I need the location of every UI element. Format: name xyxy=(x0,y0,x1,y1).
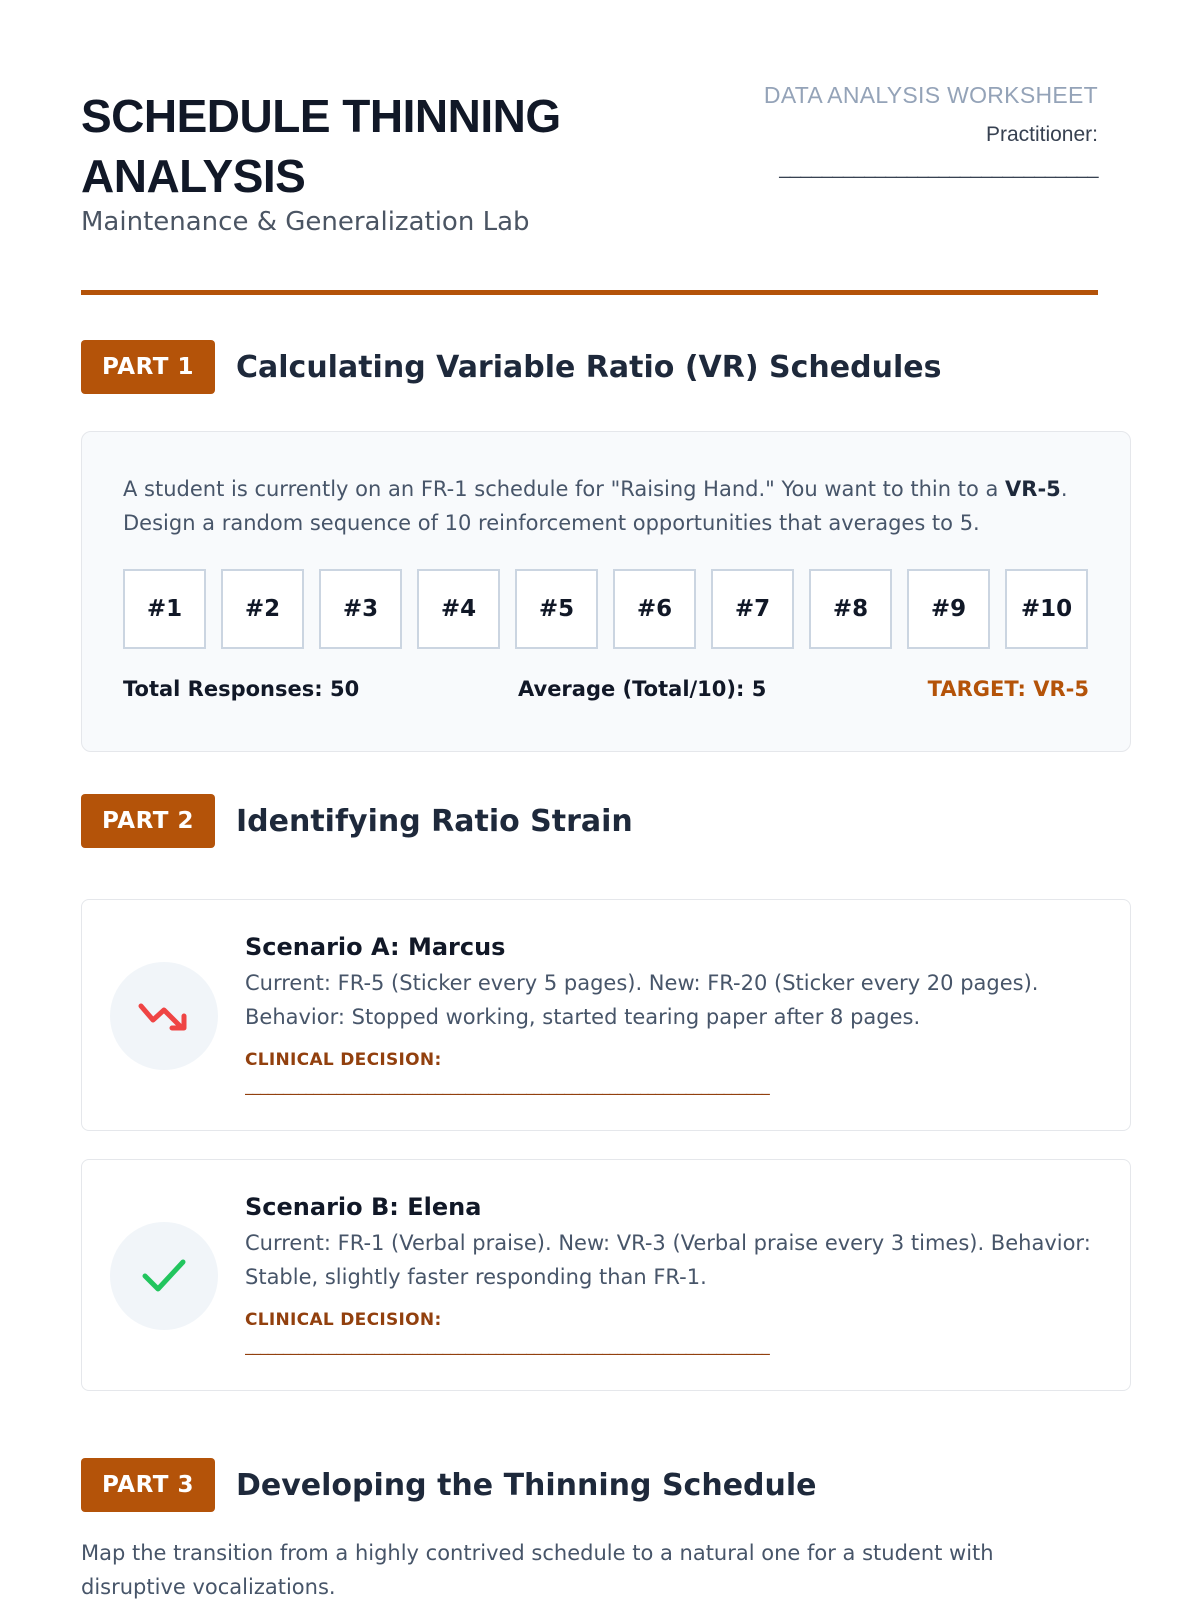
check-icon xyxy=(110,1222,218,1330)
scenario-a-text: Current: FR-5 (Sticker every 5 pages). New: FR-20 (Sticker every 20 pages). Behavior: Stopped working, started tearing paper after 8 pages. xyxy=(245,971,1039,1029)
vr-desc-before: A student is currently on an FR-1 schedule for "Raising Hand." You want to thin to a xyxy=(123,477,1006,501)
scenario-a-decision-label: CLINICAL DECISION: xyxy=(245,1050,442,1070)
scenario-a-title: Scenario A: Marcus xyxy=(245,933,506,961)
vr-sequence-boxes xyxy=(123,569,1088,649)
part-3-title: Developing the Thinning Schedule xyxy=(236,1467,817,1503)
page-title-line-1: SCHEDULE THINNING xyxy=(81,90,561,142)
trending-down-icon xyxy=(110,962,218,1070)
scenario-b-text: Current: FR-1 (Verbal praise). New: VR-3 (Verbal praise every 3 times). Behavior: Stable, slightly faster responding than FR-1. xyxy=(245,1231,1091,1289)
worksheet-meta xyxy=(764,82,1098,180)
practitioner-label: Practitioner: xyxy=(985,123,1098,146)
vr-box-5[interactable]: #5 xyxy=(515,569,598,649)
part-1-title: Calculating Variable Ratio (VR) Schedules xyxy=(236,349,942,385)
page-header xyxy=(81,0,1098,295)
scenario-b-decision-blank[interactable]: _____________________________________________________________________ xyxy=(245,1336,770,1355)
part-3-tag: PART 3 xyxy=(81,1458,215,1512)
vr-box-8[interactable]: #8 xyxy=(809,569,892,649)
scenario-a-body xyxy=(245,930,1100,1095)
scenario-a-decision-blank[interactable]: _____________________________________________________________________ xyxy=(245,1076,770,1095)
page-title-line-2: ANALYSIS xyxy=(81,150,306,202)
part-2-heading xyxy=(81,794,633,848)
vr-box-1[interactable]: #1 xyxy=(123,569,206,649)
scenario-card-a xyxy=(81,899,1131,1131)
vr-box-4[interactable]: #4 xyxy=(417,569,500,649)
vr-box-3[interactable]: #3 xyxy=(319,569,402,649)
scenario-b-title: Scenario B: Elena xyxy=(245,1193,482,1221)
vr-desc-target: VR-5 xyxy=(1005,477,1061,501)
vr-desc-after: . Design a random sequence of 10 reinforcement opportunities that averages to 5. xyxy=(123,477,1068,535)
worksheet-kind: DATA ANALYSIS WORKSHEET xyxy=(763,82,1098,108)
practitioner-blank[interactable]: ______________________________ xyxy=(779,157,1098,179)
scenario-card-b xyxy=(81,1159,1131,1391)
vr-box-7[interactable]: #7 xyxy=(711,569,794,649)
part-2-tag: PART 2 xyxy=(81,794,215,848)
total-responses: Total Responses: 50 xyxy=(123,677,360,701)
average-value: Average (Total/10): 5 xyxy=(518,677,767,701)
scenario-b-decision-label: CLINICAL DECISION: xyxy=(245,1310,442,1330)
vr-box-6[interactable]: #6 xyxy=(613,569,696,649)
vr-box-9[interactable]: #9 xyxy=(907,569,990,649)
scenario-b-body xyxy=(245,1190,1100,1355)
target-label: TARGET: VR-5 xyxy=(927,677,1089,701)
part-1-tag: PART 1 xyxy=(81,340,215,394)
vr-exercise-panel xyxy=(81,431,1131,752)
page-title xyxy=(81,86,561,206)
vr-box-2[interactable]: #2 xyxy=(221,569,304,649)
part-2-title: Identifying Ratio Strain xyxy=(236,803,633,839)
part-1-heading xyxy=(81,340,941,394)
part-3-description: Map the transition from a highly contrived schedule to a natural one for a student with disruptive vocalizations. xyxy=(81,1541,994,1599)
page-subtitle: Maintenance & Generalization Lab xyxy=(81,207,530,237)
header-divider xyxy=(81,290,1098,295)
vr-exercise-description xyxy=(123,472,1089,540)
vr-summary xyxy=(123,677,1089,707)
vr-box-10[interactable]: #10 xyxy=(1005,569,1088,649)
part-3-heading xyxy=(81,1458,817,1512)
